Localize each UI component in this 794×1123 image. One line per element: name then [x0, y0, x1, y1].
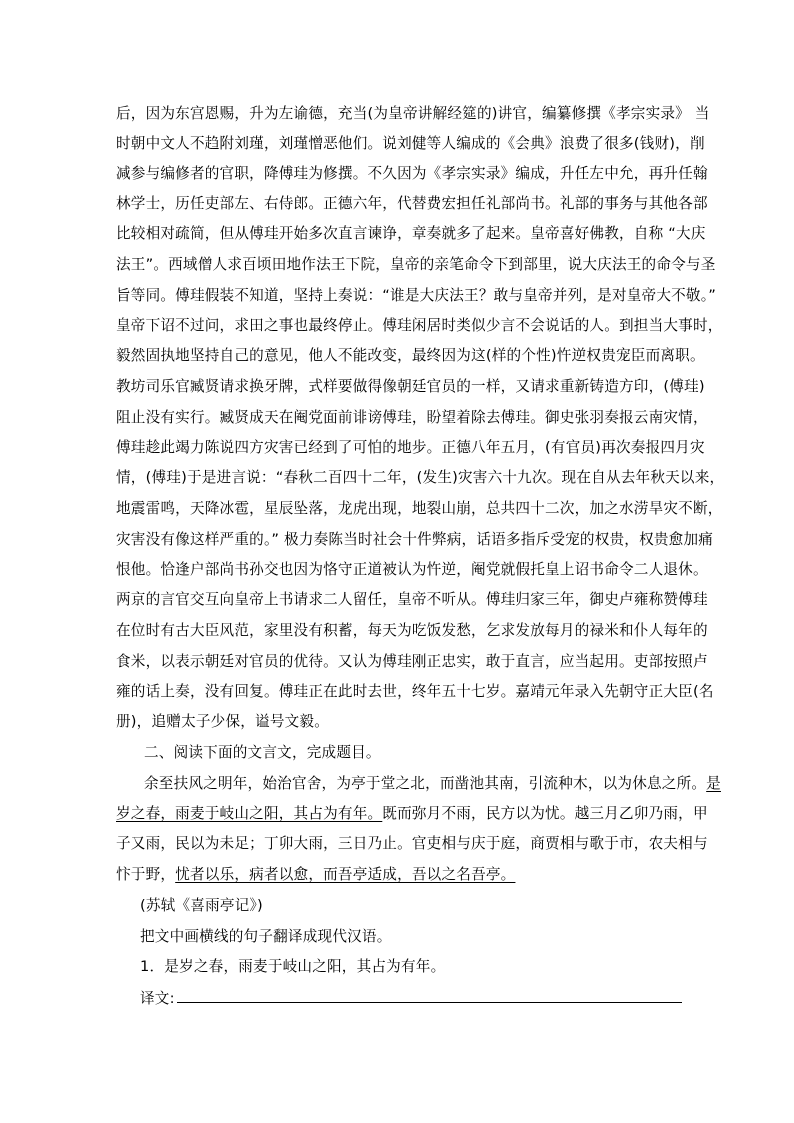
passage-line: 灾害没有像这样严重的。” 极力奏陈当时社会十件弊病，话语多指斥受宠的权贵，权贵愈加痛	[116, 531, 714, 548]
passage-line: 在位时有古大臣风范，家里没有积蓄，每天为吃饭发愁，乞求发放每月的禄米和仆人每年的	[116, 622, 708, 639]
answer-line	[140, 988, 682, 1009]
classical-text: 余至扶风之明年，始治官舍，为亭于堂之北，而凿池其南，引流种木，以为休息之所。	[144, 775, 707, 792]
passage-line: 傅珪趁此竭力陈说四方灾害已经到了可怕的地步。正德八年五月，(有官员)再次奏报四月灾	[116, 439, 705, 456]
classical-text: 既而弥月不雨，民方以为忧。越三月乙卯乃雨，甲	[382, 805, 708, 822]
section-heading: 二、阅读下面的文言文，完成题目。	[144, 744, 381, 761]
passage-line: 雍的话上奏，没有回复。傅珪正在此时去世，终年五十七岁。嘉靖元年录入先朝守正大臣(名	[116, 683, 714, 700]
classical-text-line: 子又雨，民以为未足；丁卯大雨，三日乃止。官吏相与庆于庭，商贾相与歌于市，农夫相与	[116, 835, 708, 852]
classical-text-line	[116, 865, 515, 885]
answer-label: 译文:	[140, 990, 175, 1007]
passage-line: 减参与编修者的官职，降傅珪为修撰。不久因为《孝宗实录》编成，升任左中允，再升任翰	[116, 165, 708, 182]
passage-line: 法王”。西域僧人求百顷田地作法王下院，皇帝的亲笔命令下到部里，说大庆法王的命令与圣	[116, 256, 716, 273]
passage-line: 毅然固执地坚持自己的意见，他人不能改变，最终因为这(样的个性)忤逆权贵宠臣而离职。	[116, 347, 705, 364]
classical-text-line	[144, 774, 721, 794]
source-citation: (苏轼《喜雨亭记》)	[140, 897, 263, 914]
classical-text: 忭于野，	[116, 866, 176, 883]
underlined-sentence: 是	[706, 775, 721, 792]
passage-line: 地震雷鸣，天降冰雹，星辰坠落，龙虎出现，地裂山崩，总共四十二次，加之水涝旱灾不断，	[116, 500, 723, 517]
passage-line: 时朝中文人不趋附刘瑾，刘瑾憎恶他们。说刘健等人编成的《会典》浪费了很多(钱财)，削	[116, 135, 705, 152]
passage-line: 阻止没有实行。臧贤成天在阉党面前诽谤傅珪，盼望着除去傅珪。御史张羽奏报云南灾情，	[116, 409, 708, 426]
passage-line: 旨等同。傅珪假装不知道，坚持上奏说：“谁是大庆法王？敢与皇帝并列，是对皇帝大不敬。”	[116, 287, 716, 304]
underlined-sentence: 岁之春，雨麦于岐山之阳，其占为有年。	[116, 805, 383, 822]
passage-line: 情，(傅珪)于是进言说：“春秋二百四十二年，(发生)灾害六十九次。现在自从去年秋天以来，	[116, 469, 725, 486]
passage-line: 比较相对疏简，但从傅珪开始多次直言谏诤，章奏就多了起来。皇帝喜好佛教，自称 “大庆	[116, 225, 706, 242]
question-1: 1．是岁之春，雨麦于岐山之阳，其占为有年。	[140, 958, 446, 975]
passage-line: 册)，追赠太子少保，谥号文毅。	[116, 713, 330, 730]
instruction-text: 把文中画横线的句子翻译成现代汉语。	[140, 928, 392, 945]
underlined-sentence: 忧者以乐，病者以愈，而吾亭适成，吾以之名吾亭。	[175, 866, 516, 883]
passage-line: 皇帝下诏不过问，求田之事也最终停止。傅珪闲居时类似少言不会说话的人。到担当大事时，	[116, 317, 723, 334]
passage-line: 教坊司乐官臧贤请求换牙牌，式样要做得像朝廷官员的一样，又请求重新铸造方印，(傅珪)	[116, 378, 705, 395]
passage-line: 两京的言官交互向皇帝上书请求二人留任，皇帝不听从。傅珪归家三年，御史卢雍称赞傅珪	[116, 591, 708, 608]
passage-line: 后，因为东宫恩赐，升为左谕德，充当(为皇帝讲解经筵的)讲官，编纂修撰《孝宗实录》 当	[116, 105, 710, 122]
passage-line: 食米，以表示朝廷对官员的优待。又认为傅珪刚正忠实，敢于直言，应当起用。吏部按照卢	[116, 653, 708, 670]
classical-text-line	[116, 804, 708, 824]
passage-line: 林学士，历任吏部左、右侍郎。正德六年，代替费宏担任礼部尚书。礼部的事务与其他各部	[116, 195, 708, 212]
passage-line: 恨他。恰逢户部尚书孙交也因为恪守正道被认为忤逆，阉党就假托皇上诏书命令二人退休。	[116, 561, 708, 578]
answer-blank[interactable]	[177, 988, 682, 1003]
